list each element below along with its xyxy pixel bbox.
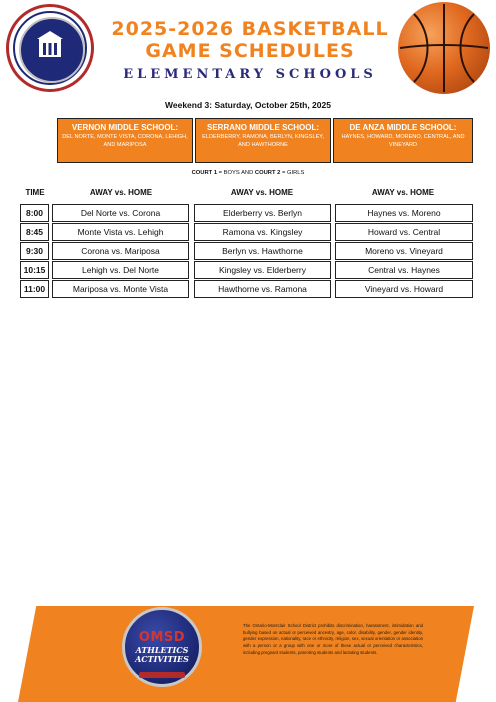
badge-title: OMSD — [138, 630, 186, 645]
time-cell: 8:45 — [20, 223, 49, 241]
athletics-badge — [122, 607, 202, 687]
game-cell: Howard vs. Central — [335, 223, 473, 241]
weekend-heading: Weekend 3: Saturday, October 25th, 2025 — [165, 100, 331, 110]
basketball-image — [398, 2, 490, 94]
game-cell: Hawthorne vs. Ramona — [194, 280, 331, 298]
venue-vernon — [57, 118, 193, 163]
badge-ribbon — [139, 672, 185, 678]
game-cell: Moreno vs. Vineyard — [335, 242, 473, 260]
court-note — [0, 170, 496, 176]
table-row — [20, 242, 473, 260]
court-1-text: = BOYS AND — [217, 170, 255, 176]
basketball-seams-icon — [398, 2, 490, 94]
venue-teams: DEL NORTE, MONTE VISTA, CORONA, LEHIGH, AND MARIPOSA — [62, 134, 188, 148]
badge-subtitle: ATHLETICS ACTIVITIES — [135, 645, 189, 664]
subtitle: ELEMENTARY SCHOOLS — [123, 67, 377, 82]
header-time: TIME — [25, 188, 45, 197]
game-cell: Mariposa vs. Monte Vista — [52, 280, 189, 298]
game-cell: Ramona vs. Kingsley — [194, 223, 331, 241]
venue-teams: HAYNES, HOWARD, MORENO, CENTRAL, AND VINEYARD — [341, 134, 465, 148]
time-cell: 11:00 — [20, 280, 49, 298]
court-2-label: COURT 2 — [254, 170, 281, 176]
table-row — [20, 261, 473, 279]
venue-teams: ELDERBERRY, RAMONA, BERLYN, KINGSLEY, AND HAWTHORNE — [202, 134, 324, 148]
title-line-1: 2025-2026 BASKETBALL — [111, 18, 389, 40]
game-cell: Del Norte vs. Corona — [52, 204, 189, 222]
game-cell: Vineyard vs. Howard — [335, 280, 473, 298]
district-logo — [6, 4, 94, 92]
venue-de-anza — [333, 118, 473, 163]
table-row — [20, 223, 473, 241]
header-de-anza: AWAY vs. HOME — [371, 188, 435, 197]
court-2-text: = GIRLS — [280, 170, 305, 176]
logo-building-icon — [9, 7, 91, 89]
venue-name: SERRANO MIDDLE SCHOOL: — [207, 123, 319, 132]
game-cell: Central vs. Haynes — [335, 261, 473, 279]
nondiscrimination-notice: The Ontario-Montclair School District prohibits discrimination, harassment, intimidation and bullying based on actual or perceived ancestry, age, color, disability, gender, gender identity, gender expression, nationality, race or ethnicity, religion, sex, sexual orientation or association with a person or a group with one or more of these actual or perceived characteristics, including pregnant students, parenting students and lactating students. — [243, 623, 423, 655]
venue-name: VERNON MIDDLE SCHOOL: — [71, 123, 179, 132]
time-cell: 10:15 — [20, 261, 49, 279]
game-cell: Haynes vs. Moreno — [335, 204, 473, 222]
time-cell: 8:00 — [20, 204, 49, 222]
game-cell: Kingsley vs. Elderberry — [194, 261, 331, 279]
game-cell: Elderberry vs. Berlyn — [194, 204, 331, 222]
title-line-2: GAME SCHEDULES — [145, 40, 355, 62]
court-1-label: COURT 1 — [191, 170, 218, 176]
table-row — [20, 204, 473, 222]
venue-name: DE ANZA MIDDLE SCHOOL: — [349, 123, 457, 132]
game-cell: Lehigh vs. Del Norte — [52, 261, 189, 279]
header-vernon: AWAY vs. HOME — [89, 188, 153, 197]
time-cell: 9:30 — [20, 242, 49, 260]
header-serrano: AWAY vs. HOME — [230, 188, 294, 197]
game-cell: Monte Vista vs. Lehigh — [52, 223, 189, 241]
venue-serrano — [195, 118, 331, 163]
table-row — [20, 280, 473, 298]
game-cell: Berlyn vs. Hawthorne — [194, 242, 331, 260]
game-cell: Corona vs. Mariposa — [52, 242, 189, 260]
